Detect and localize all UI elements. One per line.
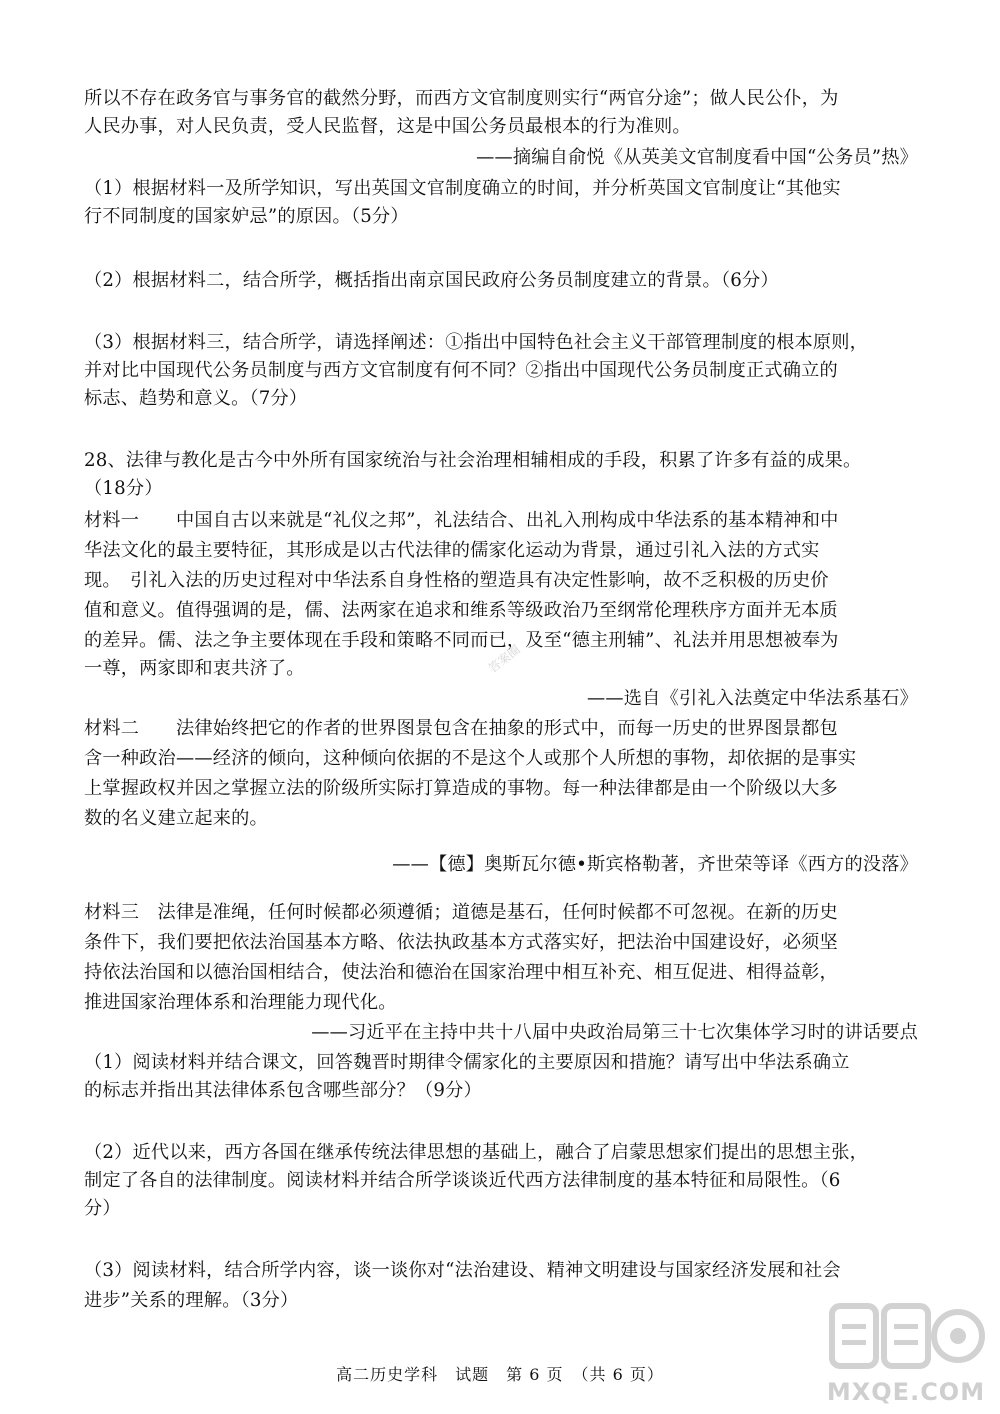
text-line: （2）近代以来，西方各国在继承传统法律思想的基础上，融合了启蒙思想家们提出的思想主张，: [84, 1142, 869, 1163]
text-line: 含一种政治——经济的倾向，这种倾向依据的不是这个人或那个人所想的事物，却依据的是事实: [84, 748, 857, 769]
text-line: 持依法治国和以德治国相结合，使法治和德治在国家治理中相互补充、相互促进、相得益彰，: [84, 962, 838, 983]
source-citation: ——摘编自俞悦《从英美文官制度看中国“公务员”热》: [476, 147, 918, 168]
text-line: 所以不存在政务官与事务官的截然分野，而西方文官制度则实行“两官分途”；做人民公仆，为: [84, 88, 839, 109]
source-citation: ——习近平在主持中共十八届中央政治局第三十七次集体学习时的讲话要点: [311, 1022, 918, 1043]
text-line: 制定了各自的法律制度。阅读材料并结合所学谈谈近代西方法律制度的基本特征和局限性。（6: [84, 1170, 841, 1191]
source-citation: ——【德】奥斯瓦尔德•斯宾格勒著，齐世荣等译《西方的没落》: [392, 854, 918, 875]
text-line: 材料二 法律始终把它的作者的世界图景包含在抽象的形式中，而每一历史的世界图景都包: [84, 718, 838, 739]
text-line: 华法文化的最主要特征，其形成是以古代法律的儒家化运动为背景，通过引礼入法的方式实: [84, 540, 820, 561]
text-line: 分）: [84, 1198, 121, 1219]
watermark-text: 答案圈: [485, 642, 523, 676]
text-line: 进步”关系的理解。（3分）: [84, 1290, 299, 1311]
text-line: 并对比中国现代公务员制度与西方文官制度有何不同？②指出中国现代公务员制度正式确立的: [84, 360, 838, 381]
text-line: 数的名义建立起来的。: [84, 808, 268, 829]
text-line: 现。 引礼入法的历史过程对中华法系自身性格的塑造具有决定性影响，故不乏积极的历史价: [84, 570, 829, 591]
page-footer: 高二历史学科 试题 第 6 页 （共 6 页）: [336, 1365, 664, 1384]
text-line: 材料三 法律是准绳，任何时候都必须遵循；道德是基石，任何时候都不可忽视。在新的历史: [84, 902, 838, 923]
text-line: 值和意义。值得强调的是，儒、法两家在追求和维系等级政治乃至纲常伦理秩序方面并无本质: [84, 600, 838, 621]
text-line: 上掌握政权并因之掌握立法的阶级所实际打算造成的事物。每一种法律都是由一个阶级以大多: [84, 778, 838, 799]
text-line: 的标志并指出其法律体系包含哪些部分？（9分）: [84, 1080, 482, 1101]
text-line: （1）根据材料一及所学知识，写出英国文官制度确立的时间，并分析英国文官制度让“其他实: [84, 178, 841, 199]
text-line: 材料一 中国自古以来就是“礼仪之邦”，礼法结合、出礼入刑构成中华法系的基本精神和中: [84, 510, 839, 531]
text-line: 行不同制度的国家妒忌”的原因。（5分）: [84, 206, 409, 227]
text-line: 28、法律与教化是古今中外所有国家统治与社会治理相辅相成的手段，积累了许多有益的成果。: [84, 450, 862, 471]
text-line: （1）阅读材料并结合课文，回答魏晋时期律令儒家化的主要原因和措施？请写出中华法系确立: [84, 1052, 850, 1073]
text-line: （3）阅读材料，结合所学内容，谈一谈你对“法治建设、精神文明建设与国家经济发展和社会: [84, 1260, 841, 1281]
text-line: 人民办事，对人民负责，受人民监督，这是中国公务员最根本的行为准则。: [84, 116, 691, 137]
text-line: （2）根据材料二，结合所学，概括指出南京国民政府公务员制度建立的背景。（6分）: [84, 270, 779, 291]
text-line: 标志、趋势和意义。（7分）: [84, 388, 308, 409]
source-citation: ——选自《引礼入法奠定中华法系基石》: [587, 688, 918, 709]
text-line: 一尊，两家即和衷共济了。: [84, 658, 305, 679]
watermark-logo-text: MXQE.COM: [826, 1378, 986, 1406]
text-line: 的差异。儒、法之争主要体现在手段和策略不同而已，及至“德主刑辅”、礼法并用思想被奉为: [84, 630, 839, 651]
text-line: 条件下，我们要把依法治国基本方略、依法执政基本方式落实好，把法治中国建设好，必须坚: [84, 932, 838, 953]
text-line: 推进国家治理体系和治理能力现代化。: [84, 992, 397, 1013]
text-line: （18分）: [84, 478, 163, 499]
text-line: （3）根据材料三，结合所学，请选择阐述：①指出中国特色社会主义干部管理制度的根本原则，: [84, 332, 869, 353]
